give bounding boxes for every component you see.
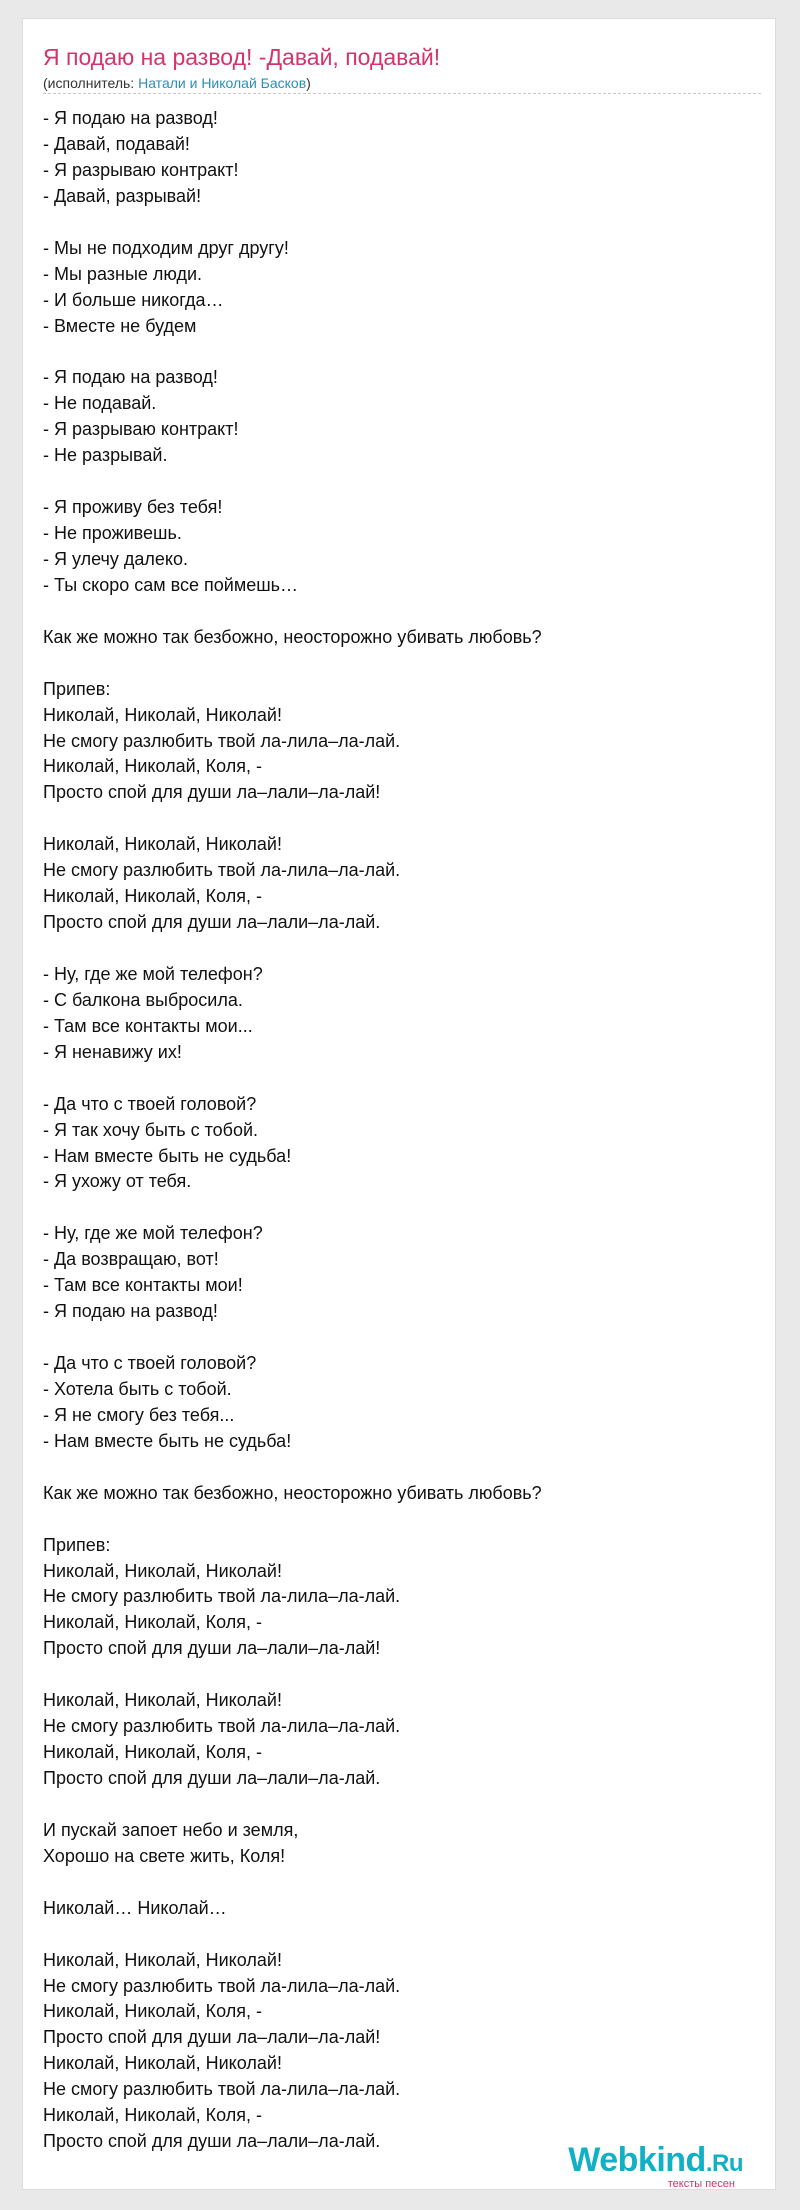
lyric-line: - Ну, где же мой телефон? <box>43 1223 263 1244</box>
lyric-line: Просто спой для души ла–лали–ла-лай! <box>43 2027 381 2048</box>
lyric-line <box>43 1195 743 1221</box>
lyric-line: - Не подавай. <box>43 393 157 414</box>
lyric-line <box>43 936 743 962</box>
title-divider <box>43 93 761 94</box>
lyric-line <box>43 1455 743 1481</box>
lyric-line: Припев: <box>43 678 111 699</box>
lyric-line: Припев: <box>43 1534 111 1555</box>
lyric-line: - С балкона выбросила. <box>43 989 243 1010</box>
lyric-line: Не смогу разлюбить твой ла-лила–ла-лай. <box>43 1716 401 1737</box>
byline-prefix: (исполнитель: <box>43 75 139 91</box>
lyric-line: - Да что с твоей головой? <box>43 1353 257 1373</box>
site-logo[interactable] <box>568 2142 743 2190</box>
lyric-line <box>43 469 743 495</box>
lyrics-text <box>43 106 743 2155</box>
lyric-line: - Мы не подходим друг другу! <box>43 237 289 258</box>
lyric-line: - Я улечу далеко. <box>43 548 189 569</box>
lyric-line: Николай, Николай, Николай! <box>43 1690 282 1711</box>
lyric-line: Николай, Николай, Коля, - <box>43 1612 262 1633</box>
lyric-line: Просто спой для души ла–лали–ла-лай. <box>43 912 381 933</box>
lyric-line: И пускай запоет небо и земля, <box>43 1819 299 1840</box>
lyric-line <box>43 1325 743 1351</box>
lyric-line <box>43 1507 743 1533</box>
lyric-line <box>43 210 743 236</box>
lyric-line: Не смогу разлюбить твой ла-лила–ла-лай. <box>43 1586 401 1607</box>
lyric-line: Не смогу разлюбить твой ла-лила–ла-лай. <box>43 2079 401 2100</box>
lyric-line: - Давай, разрывай! <box>43 185 202 206</box>
lyric-line: - Давай, подавай! <box>43 133 190 154</box>
lyric-line: - Хотела быть с тобой. <box>43 1378 232 1399</box>
lyric-line: - Там все контакты мои... <box>43 1015 253 1036</box>
song-title: Я подаю на развод! -Давай, подавай! <box>43 44 441 70</box>
lyric-line <box>43 651 743 677</box>
lyric-line: - Я так хочу быть с тобой. <box>43 1119 259 1140</box>
lyric-line: Николай, Николай, Коля, - <box>43 2105 262 2126</box>
lyric-line <box>43 1792 743 1818</box>
lyric-line <box>43 339 743 365</box>
lyric-line: - Я ухожу от тебя. <box>43 1171 192 1192</box>
lyric-line: - Ты скоро сам все поймешь… <box>43 574 299 595</box>
lyric-line: - Не разрывай. <box>43 445 168 466</box>
lyric-line: Хорошо на свете жить, Коля! <box>43 1845 286 1866</box>
lyric-line: - Нам вместе быть не судьба! <box>43 1145 292 1166</box>
lyric-line: Николай, Николай, Николай! <box>43 834 282 855</box>
lyric-line: Николай, Николай, Коля, - <box>43 756 262 777</box>
lyric-line: Просто спой для души ла–лали–ла-лай. <box>43 1768 381 1788</box>
lyric-line: Николай, Николай, Коля, - <box>43 2001 262 2022</box>
lyric-line: - Я разрываю контракт! <box>43 159 239 180</box>
lyrics-card <box>22 18 776 2190</box>
lyric-line: Николай, Николай, Коля, - <box>43 886 262 907</box>
lyric-line: Не смогу разлюбить твой ла-лила–ла-лай. <box>43 1975 401 1996</box>
lyric-line <box>43 1922 743 1948</box>
lyric-line <box>43 1870 743 1896</box>
lyric-line: - Вместе не будем <box>43 315 197 336</box>
lyric-line: - Я не смогу без тебя... <box>43 1404 235 1425</box>
lyric-line <box>43 1066 743 1092</box>
lyric-line: - Мы разные люди. <box>43 263 203 284</box>
lyric-line: - Не проживешь. <box>43 523 182 543</box>
lyric-line: - Да возвращаю, вот! <box>43 1249 219 1270</box>
lyric-line: - Нам вместе быть не судьба! <box>43 1430 292 1451</box>
lyric-line: - Я подаю на развод! <box>43 108 218 128</box>
lyric-line: - Там все контакты мои! <box>43 1275 243 1296</box>
lyric-line: - Ну, где же мой телефон? <box>43 963 263 984</box>
lyric-line: Николай, Николай, Николай! <box>43 1949 282 1970</box>
logo-tld: .Ru <box>705 2150 743 2177</box>
lyric-line <box>43 1662 743 1688</box>
lyric-line: - Я подаю на развод! <box>43 367 218 388</box>
lyric-line: Николай… Николай… <box>43 1897 227 1918</box>
lyric-line: Николай, Николай, Николай! <box>43 1560 282 1581</box>
lyric-line: Не смогу разлюбить твой ла-лила–ла-лай. <box>43 730 401 751</box>
lyric-line: Не смогу разлюбить твой ла-лила–ла-лай. <box>43 860 401 881</box>
lyric-line: - И больше никогда… <box>43 289 224 310</box>
lyric-line: Просто спой для души ла–лали–ла-лай! <box>43 1638 381 1659</box>
lyric-line: Николай, Николай, Коля, - <box>43 1742 262 1763</box>
lyric-line: Как же можно так безбожно, неосторожно убивать любовь? <box>43 1482 542 1503</box>
lyric-line: - Я ненавижу их! <box>43 1041 182 1062</box>
performer-byline <box>43 74 311 92</box>
lyric-line: Николай, Николай, Николай! <box>43 2053 282 2074</box>
byline-suffix: ) <box>306 75 311 91</box>
lyric-line: - Я подаю на развод! <box>43 1301 218 1322</box>
lyric-line: - Я проживу без тебя! <box>43 497 223 518</box>
lyric-line: - Я разрываю контракт! <box>43 419 239 440</box>
artist-link[interactable]: Натали и Николай Басков <box>138 75 307 91</box>
lyric-line: Николай, Николай, Николай! <box>43 704 282 725</box>
lyric-line: Как же можно так безбожно, неосторожно убивать любовь? <box>43 626 542 647</box>
lyric-line: Просто спой для души ла–лали–ла-лай! <box>43 782 381 803</box>
lyric-line: - Да что с твоей головой? <box>43 1093 257 1114</box>
logo-tagline: тексты песен <box>667 2178 735 2190</box>
lyric-line <box>43 599 743 625</box>
lyric-line: Просто спой для души ла–лали–ла-лай. <box>43 2131 381 2152</box>
lyric-line <box>43 806 743 832</box>
logo-name: Webkind <box>568 2141 706 2179</box>
